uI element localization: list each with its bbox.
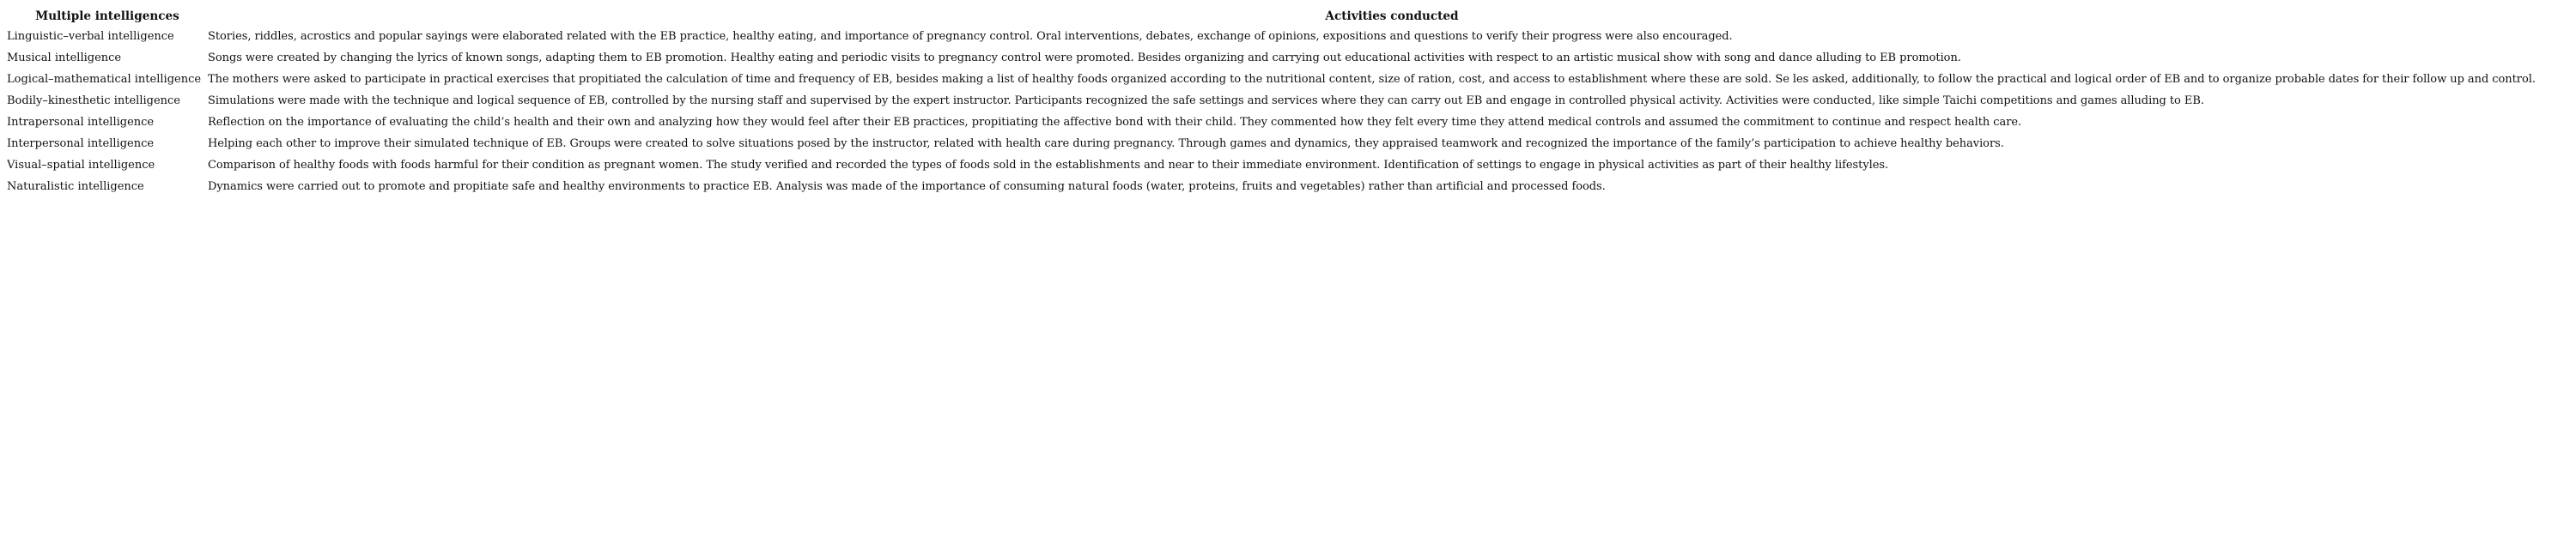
intelligences-activities-table xyxy=(7,7,2576,197)
intelligence-cell: Bodily–kinesthetic intelligence xyxy=(7,94,181,107)
intelligence-cell: Logical–mathematical intelligence xyxy=(7,73,202,86)
table-header xyxy=(7,7,2576,26)
activity-cell: Songs were created by changing the lyrics of known songs, adapting them to EB promotion. Healthy eating and periodic visits to pregnancy control were promoted. Besides organizing and carrying out educational activities with respect to an artistic musical show with song and dance alluding to EB promotion. xyxy=(208,51,1961,64)
activity-cell: Stories, riddles, acrostics and popular sayings were elaborated related with the EB practice, healthy eating, and importance of pregnancy control. Oral interventions, debates, exchange of opinions, expositions and questions to verify their progress were also encouraged. xyxy=(208,30,1733,43)
activity-cell: Dynamics were carried out to promote and propitiate safe and healthy environments to practice EB. Analysis was made of the importance of consuming natural foods (water, proteins, fruits and vegetables) rather than artificial and processed foods. xyxy=(208,180,1606,193)
table-row xyxy=(7,69,2576,90)
table-body xyxy=(7,26,2576,197)
column-header-intelligences: Multiple intelligences xyxy=(35,9,179,23)
table-row xyxy=(7,26,2576,47)
intelligence-cell: Musical intelligence xyxy=(7,51,122,64)
column-header-activities: Activities conducted xyxy=(1325,9,1459,23)
activity-cell: Simulations were made with the technique and logical sequence of EB, controlled by the nursing staff and supervised by the expert instructor. Participants recognized the safe settings and services where they can carry out EB and engage in controlled physical activity. Activities were conducted, like simple Taichi competitions and games alluding to EB. xyxy=(208,94,2204,107)
table-row xyxy=(7,133,2576,154)
intelligence-cell: Naturalistic intelligence xyxy=(7,180,144,193)
activity-cell: Reflection on the importance of evaluating the child’s health and their own and analyzing how they would feel after their EB practices, propitiating the affective bond with their child. They commented how they felt every time they attend medical controls and assumed the commitment to continue and respect health care. xyxy=(208,116,2022,129)
activity-cell: The mothers were asked to participate in practical exercises that propitiated the calculation of time and frequency of EB, besides making a list of healthy foods organized according to the nutritional content, size of ration, cost, and access to establishment where these are sold. Se les asked, additionally, to follow the practical and logical order of EB and to organize probable dates for their follow up and control. xyxy=(208,73,2536,86)
table-row xyxy=(7,154,2576,176)
table-row xyxy=(7,112,2576,133)
intelligence-cell: Visual–spatial intelligence xyxy=(7,159,155,172)
table-row xyxy=(7,176,2576,197)
header-row xyxy=(7,7,2576,26)
activity-cell: Helping each other to improve their simulated technique of EB. Groups were created to solve situations posed by the instructor, related with health care during pregnancy. Through games and dynamics, they appraised teamwork and recognized the importance of the family’s participation to achieve healthy behaviors. xyxy=(208,137,2004,150)
table-row xyxy=(7,47,2576,69)
intelligence-cell: Linguistic–verbal intelligence xyxy=(7,30,174,43)
table-row xyxy=(7,90,2576,112)
intelligence-cell: Interpersonal intelligence xyxy=(7,137,155,150)
table-container xyxy=(7,7,2576,197)
intelligence-cell: Intrapersonal intelligence xyxy=(7,116,155,129)
activity-cell: Comparison of healthy foods with foods harmful for their condition as pregnant women. The study verified and recorded the types of foods sold in the establishments and near to their immediate environment. Identification of settings to engage in physical activities as part of their healthy lifestyles. xyxy=(208,159,1889,172)
